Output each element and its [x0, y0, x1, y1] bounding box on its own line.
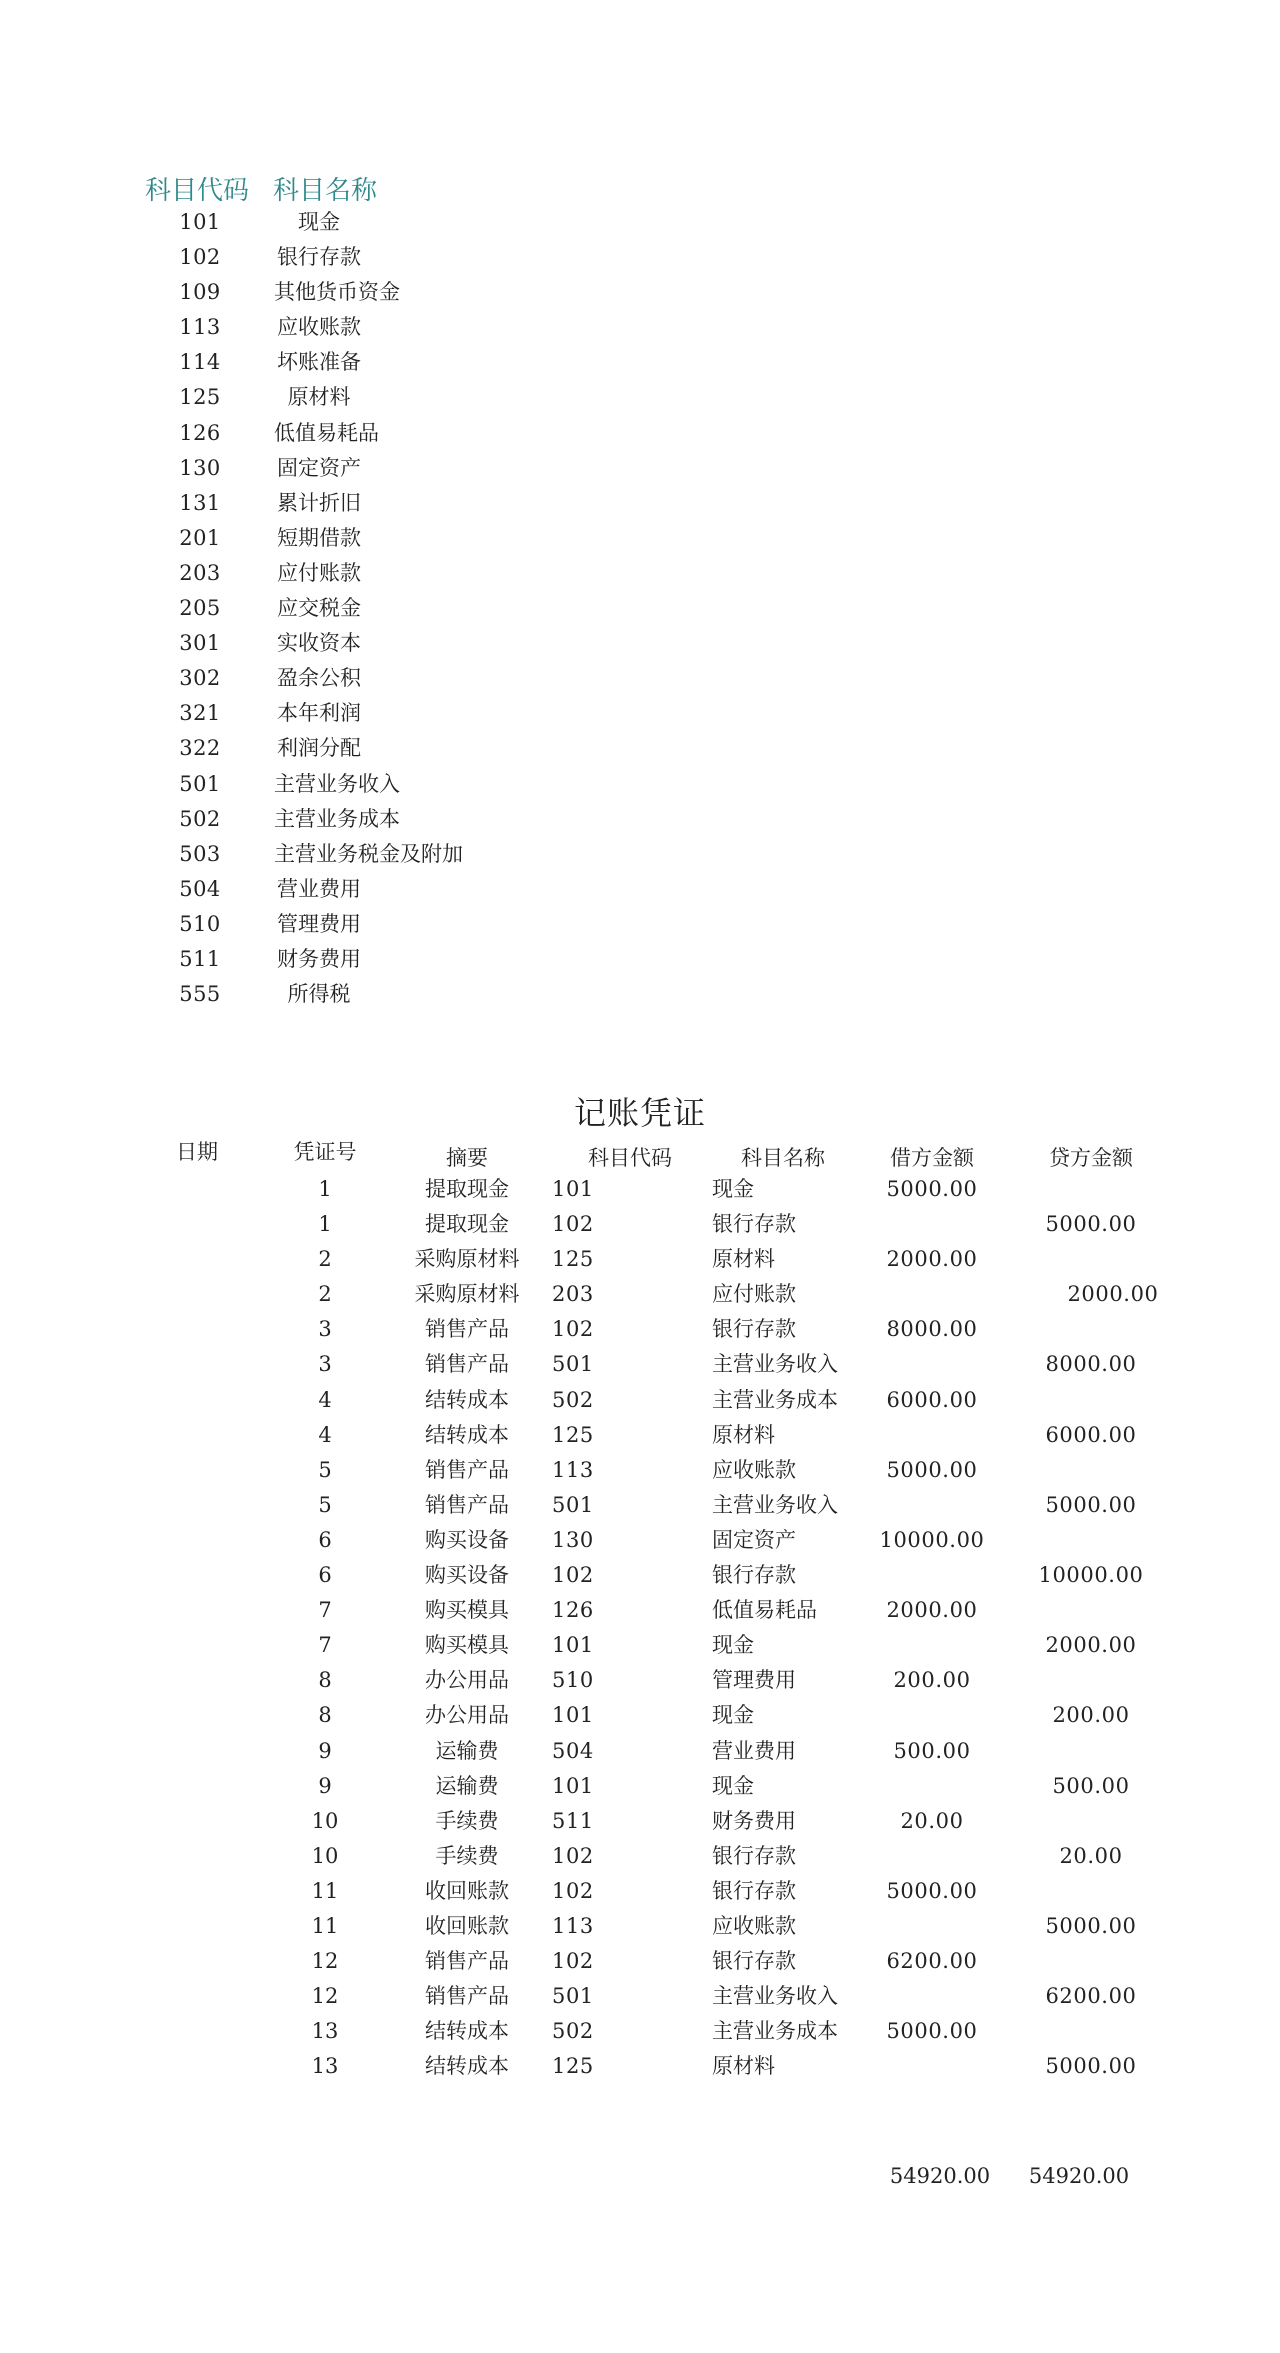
account-name: [274, 802, 400, 837]
credit-amount-cell: 5000.00: [1045, 1913, 1137, 1938]
credit-amount-cell: 20.00: [1059, 1843, 1123, 1868]
account-name-text: 应交税金: [277, 596, 361, 621]
voucher-no-cell: 13: [311, 2054, 339, 2079]
account-name-text: 主营业务收入: [274, 771, 400, 796]
chart-of-accounts-header: [145, 170, 377, 207]
summary-cell: 销售产品: [425, 1457, 509, 1482]
voucher-no-cell: 1: [318, 1177, 332, 1201]
account-name-cell: 主营业务收入: [712, 1984, 838, 2009]
account-name-text: 固定资产: [277, 455, 361, 480]
account-code-cell: 113: [552, 1457, 594, 1482]
voucher-no-cell: 2: [318, 1247, 332, 1272]
account-code-cell: 101: [552, 1633, 594, 1658]
account-code: 109: [179, 280, 221, 305]
account-name-text: 累计折旧: [277, 490, 361, 515]
summary-cell: 销售产品: [425, 1492, 509, 1517]
account-code: 502: [179, 806, 221, 831]
summary-cell: 提取现金: [425, 1212, 509, 1237]
account-code-cell: 502: [552, 2019, 594, 2044]
account-code: 501: [179, 771, 221, 796]
voucher-row: [0, 2049, 1280, 2084]
debit-amount-cell: 2000.00: [886, 1247, 978, 1272]
account-name-text: 所得税: [287, 982, 351, 1007]
voucher-row: [0, 1523, 1280, 1558]
account-name-column-header: 科目名称: [741, 1146, 825, 1170]
account-name: [274, 486, 364, 521]
debit-amount-cell: 8000.00: [886, 1317, 978, 1342]
account-code-cell: 102: [552, 1843, 594, 1868]
voucher-no-cell: 2: [318, 1282, 332, 1307]
voucher-no-cell: 11: [311, 1913, 339, 1938]
voucher-no-column-header: 凭证号: [293, 1140, 357, 1164]
account-code-cell: 502: [552, 1387, 594, 1412]
voucher-row: [0, 1698, 1280, 1733]
account-code-cell: 102: [552, 1949, 594, 1974]
account-name-text: 利润分配: [277, 736, 361, 761]
debit-amount-cell: 500.00: [893, 1738, 971, 1763]
account-name: [274, 872, 364, 907]
account-name-cell: 管理费用: [712, 1668, 796, 1693]
account-code: 301: [179, 631, 221, 656]
account-code-cell: 501: [552, 1352, 594, 1377]
account-code: 322: [179, 736, 221, 761]
account-name-cell: 营业费用: [712, 1738, 796, 1763]
account-name: [274, 380, 364, 415]
summary-cell: 结转成本: [425, 2054, 509, 2079]
debit-amount-cell: 200.00: [893, 1668, 971, 1693]
voucher-no-cell: 3: [318, 1352, 332, 1377]
summary-cell: 收回账款: [425, 1913, 509, 1938]
account-name-cell: 应收账款: [712, 1913, 796, 1938]
voucher-row: [0, 1172, 1280, 1207]
account-name-cell: 应付账款: [712, 1282, 796, 1307]
voucher-no-cell: 3: [318, 1317, 332, 1342]
summary-cell: 销售产品: [425, 1984, 509, 2009]
voucher-row: [0, 1909, 1280, 1944]
account-name-cell: 银行存款: [712, 1843, 796, 1868]
account-name-cell: 原材料: [712, 2054, 775, 2079]
credit-amount-cell: 10000.00: [1038, 1563, 1144, 1588]
account-name-text: 应付账款: [277, 560, 361, 585]
voucher-no-cell: 5: [318, 1492, 332, 1517]
voucher-header-row: [0, 1138, 1280, 1174]
account-code-cell: 102: [552, 1563, 594, 1588]
account-name: [274, 942, 364, 977]
voucher-row: [0, 1734, 1280, 1769]
account-name-cell: 银行存款: [712, 1563, 796, 1588]
account-name: [274, 977, 364, 1012]
summary-cell: 采购原材料: [414, 1282, 520, 1307]
account-name-cell: 应收账款: [712, 1457, 796, 1482]
voucher-no-cell: 12: [311, 1984, 339, 2009]
voucher-no-cell: 9: [318, 1738, 332, 1763]
account-name-text: 原材料: [287, 385, 351, 410]
account-code-cell: 102: [552, 1212, 594, 1237]
account-name-cell: 银行存款: [712, 1212, 796, 1237]
account-name-cell: 财务费用: [712, 1808, 796, 1833]
account-code: 125: [179, 385, 221, 410]
account-code-cell: 125: [552, 1247, 594, 1272]
summary-cell: 手续费: [435, 1843, 499, 1868]
voucher-no-cell: 4: [318, 1387, 332, 1412]
voucher-row: [0, 1488, 1280, 1523]
voucher-row: [0, 1839, 1280, 1874]
summary-cell: 购买模具: [425, 1633, 509, 1658]
voucher-row: [0, 1628, 1280, 1663]
voucher-no-cell: 13: [311, 2019, 339, 2044]
summary-cell: 销售产品: [425, 1317, 509, 1342]
account-code-cell: 101: [552, 1177, 594, 1201]
account-name-cell: 现金: [712, 1773, 754, 1798]
summary-cell: 结转成本: [425, 1387, 509, 1412]
account-name-text: 管理费用: [277, 911, 361, 936]
voucher-no-cell: 10: [311, 1843, 339, 1868]
account-code-cell: 501: [552, 1984, 594, 2009]
credit-total: 54920.00: [1028, 2164, 1130, 2188]
account-code-column-header: 科目代码: [588, 1146, 672, 1170]
voucher-row: [0, 1944, 1280, 1979]
account-name-cell: 主营业务成本: [712, 2019, 838, 2044]
voucher-no-cell: 6: [318, 1527, 332, 1552]
account-name: [274, 240, 364, 275]
voucher-row: [0, 1383, 1280, 1418]
account-code: 102: [179, 245, 221, 270]
account-code-cell: 125: [552, 2054, 594, 2079]
voucher-no-cell: 5: [318, 1457, 332, 1482]
account-name: [274, 696, 364, 731]
summary-cell: 销售产品: [425, 1949, 509, 1974]
credit-amount-cell: 8000.00: [1045, 1352, 1137, 1377]
date-column-header: 日期: [176, 1140, 218, 1164]
voucher-no-cell: 11: [311, 1878, 339, 1903]
debit-amount-cell: 2000.00: [886, 1598, 978, 1623]
account-code: 510: [179, 911, 221, 936]
debit-amount-cell: 5000.00: [886, 1878, 978, 1903]
voucher-row: [0, 1242, 1280, 1277]
account-code: 113: [179, 315, 221, 340]
account-name-cell: 主营业务收入: [712, 1352, 838, 1377]
account-name: [274, 626, 364, 661]
summary-cell: 采购原材料: [414, 1247, 520, 1272]
voucher-no-cell: 8: [318, 1668, 332, 1693]
debit-total: 54920.00: [889, 2164, 991, 2188]
debit-amount-cell: 5000.00: [886, 2019, 978, 2044]
account-name: [274, 907, 364, 942]
account-name-cell: 主营业务收入: [712, 1492, 838, 1517]
account-name-cell: 固定资产: [712, 1527, 796, 1552]
credit-amount-cell: 2000.00: [1045, 1633, 1137, 1658]
account-name-text: 短期借款: [277, 525, 361, 550]
account-name-cell: 原材料: [712, 1422, 775, 1447]
summary-cell: 结转成本: [425, 2019, 509, 2044]
account-code-cell: 101: [552, 1773, 594, 1798]
credit-amount-cell: 6200.00: [1045, 1984, 1137, 2009]
account-name-text: 坏账准备: [277, 350, 361, 375]
account-name-cell: 银行存款: [712, 1878, 796, 1903]
voucher-no-cell: 12: [311, 1949, 339, 1974]
summary-cell: 办公用品: [425, 1668, 509, 1693]
account-code: 503: [179, 841, 221, 866]
credit-amount-cell: 2000.00: [1067, 1282, 1159, 1307]
account-code: 203: [179, 560, 221, 585]
account-name: [274, 767, 400, 802]
account-code: 321: [179, 701, 221, 726]
account-code: 131: [179, 490, 221, 515]
account-name: [274, 345, 364, 380]
account-code: 511: [179, 946, 221, 971]
summary-cell: 提取现金: [425, 1177, 509, 1201]
voucher-entries: [0, 1172, 1280, 2084]
account-code: 555: [179, 982, 221, 1007]
credit-amount-cell: 5000.00: [1045, 1212, 1137, 1237]
voucher-row: [0, 1874, 1280, 1909]
summary-cell: 购买设备: [425, 1527, 509, 1552]
voucher-row: [0, 1769, 1280, 1804]
account-code-cell: 126: [552, 1598, 594, 1623]
account-code-cell: 511: [552, 1808, 594, 1833]
debit-column-header: 借方金额: [890, 1146, 974, 1170]
debit-amount-cell: 10000.00: [879, 1527, 985, 1552]
account-name: [274, 310, 364, 345]
credit-amount-cell: 5000.00: [1045, 2054, 1137, 2079]
voucher-row: [0, 2014, 1280, 2049]
voucher-title: 记账凭证: [573, 1094, 706, 1132]
summary-cell: 办公用品: [425, 1703, 509, 1728]
account-code: 101: [179, 210, 221, 234]
voucher-no-cell: 8: [318, 1703, 332, 1728]
debit-amount-cell: 5000.00: [886, 1457, 978, 1482]
account-name: [274, 416, 379, 451]
account-code-cell: 101: [552, 1703, 594, 1728]
summary-cell: 购买设备: [425, 1563, 509, 1588]
voucher-no-cell: 7: [318, 1633, 332, 1658]
account-code-cell: 510: [552, 1668, 594, 1693]
summary-cell: 手续费: [435, 1808, 499, 1833]
voucher-no-cell: 9: [318, 1773, 332, 1798]
account-code-cell: 113: [552, 1913, 594, 1938]
summary-cell: 运输费: [435, 1773, 499, 1798]
account-code: 201: [179, 525, 221, 550]
account-code-cell: 203: [552, 1282, 594, 1307]
account-code-cell: 102: [552, 1317, 594, 1342]
voucher-no-cell: 4: [318, 1422, 332, 1447]
account-code-cell: 130: [552, 1527, 594, 1552]
account-code: 302: [179, 666, 221, 691]
account-name-text: 主营业务成本: [274, 806, 400, 831]
account-code: 114: [179, 350, 221, 375]
voucher-row: [0, 1663, 1280, 1698]
account-name-cell: 银行存款: [712, 1317, 796, 1342]
voucher-row: [0, 1277, 1280, 1312]
account-name: [274, 275, 400, 310]
account-name-text: 其他货币资金: [274, 280, 400, 305]
account-code-cell: 501: [552, 1492, 594, 1517]
debit-amount-cell: 20.00: [900, 1808, 964, 1833]
voucher-no-cell: 1: [318, 1212, 332, 1237]
voucher-row: [0, 1207, 1280, 1242]
account-name-text: 应收账款: [277, 315, 361, 340]
voucher-row: [0, 1418, 1280, 1453]
voucher-no-cell: 7: [318, 1598, 332, 1623]
voucher-no-cell: 6: [318, 1563, 332, 1588]
account-name-cell: 主营业务成本: [712, 1387, 838, 1412]
account-code-header: 科目代码: [145, 176, 250, 206]
debit-amount-cell: 6000.00: [886, 1387, 978, 1412]
account-code: 126: [179, 420, 221, 445]
summary-cell: 购买模具: [425, 1598, 509, 1623]
credit-amount-cell: 6000.00: [1045, 1422, 1137, 1447]
voucher-row: [0, 1453, 1280, 1488]
voucher-totals-row: [0, 2158, 1280, 2194]
voucher-row: [0, 1312, 1280, 1347]
account-name-header: 科目名称: [273, 176, 378, 206]
credit-amount-cell: 5000.00: [1045, 1492, 1137, 1517]
credit-amount-cell: 500.00: [1052, 1773, 1130, 1798]
account-name: [274, 837, 463, 872]
voucher-no-cell: 10: [311, 1808, 339, 1833]
account-code-cell: 102: [552, 1878, 594, 1903]
voucher-row: [0, 1558, 1280, 1593]
voucher-row: [0, 1979, 1280, 2014]
account-name: [274, 731, 364, 766]
account-name: [274, 521, 364, 556]
account-name-text: 银行存款: [277, 245, 361, 270]
summary-cell: 运输费: [435, 1738, 499, 1763]
voucher-row: [0, 1804, 1280, 1839]
account-name: [274, 205, 364, 240]
account-code-cell: 504: [552, 1738, 594, 1763]
account-name-text: 现金: [298, 210, 340, 234]
account-name: [274, 451, 364, 486]
account-name-cell: 原材料: [712, 1247, 775, 1272]
account-name-cell: 现金: [712, 1177, 754, 1201]
debit-amount-cell: 5000.00: [886, 1177, 978, 1201]
account-name-cell: 低值易耗品: [712, 1598, 817, 1623]
account-code: 130: [179, 455, 221, 480]
summary-cell: 收回账款: [425, 1878, 509, 1903]
credit-amount-cell: 200.00: [1052, 1703, 1130, 1728]
debit-amount-cell: 6200.00: [886, 1949, 978, 1974]
account-name-cell: 银行存款: [712, 1949, 796, 1974]
voucher-row: [0, 1347, 1280, 1382]
account-name-text: 实收资本: [277, 631, 361, 656]
account-name: [274, 556, 364, 591]
account-name-text: 主营业务税金及附加: [274, 841, 463, 866]
account-name-text: 盈余公积: [277, 666, 361, 691]
credit-column-header: 贷方金额: [1049, 1146, 1133, 1170]
account-name-text: 营业费用: [277, 876, 361, 901]
account-name-text: 低值易耗品: [274, 420, 379, 445]
summary-cell: 销售产品: [425, 1352, 509, 1377]
account-name-cell: 现金: [712, 1703, 754, 1728]
account-name: [274, 591, 364, 626]
account-code: 504: [179, 876, 221, 901]
account-code: 205: [179, 596, 221, 621]
summary-column-header: 摘要: [446, 1146, 488, 1170]
voucher-row: [0, 1593, 1280, 1628]
account-code-cell: 125: [552, 1422, 594, 1447]
account-name-cell: 现金: [712, 1633, 754, 1658]
account-name-text: 本年利润: [277, 701, 361, 726]
account-name: [274, 661, 364, 696]
account-name-text: 财务费用: [277, 946, 361, 971]
summary-cell: 结转成本: [425, 1422, 509, 1447]
